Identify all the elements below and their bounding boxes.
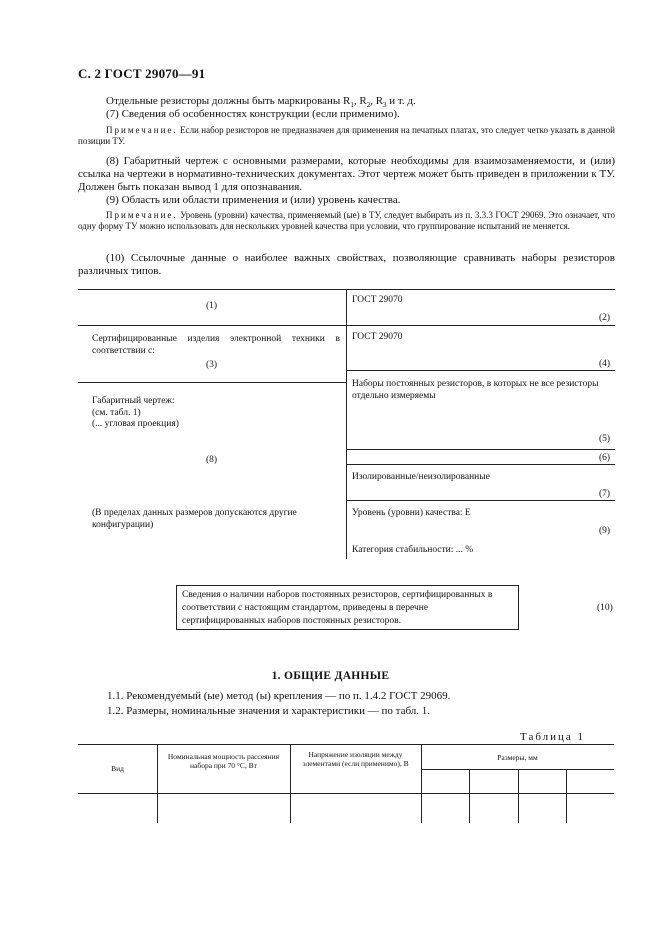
certification-box: Сведения о наличии наборов постоянных резисторов, сертифицированных в соответствии с настоящим стандартом, приведены в перечне сертифицированных наборов постоянных резисторов. (176, 585, 519, 630)
paragraph-9: (9) Область или области применения и (или) уровень качества. (106, 194, 401, 206)
form-field-9-number: (9) (599, 526, 611, 536)
section-title: 1. ОБЩИЕ ДАННЫЕ (271, 670, 390, 682)
form-line-right-c (346, 449, 615, 450)
form-field-8-line2: (см. табл. 1) (92, 408, 141, 418)
form-center-divider (346, 289, 347, 559)
item-1-1: 1.1. Рекомендуемый (ые) метод (ы) крепления — по п. 1.4.2 ГОСТ 29069. (107, 690, 451, 702)
form-field-2-number: (2) (599, 313, 611, 323)
paragraph-8: (8) Габаритный чертеж с основными размерами, которые необходимы для взаимозаменяемости, и (или) ссылка на чертежи в нормативно-технических документах. Этот чертеж может быть приведен в приложении к ТУ. Должен быть показан вывод 1 для опознавания. (78, 155, 615, 193)
form-field-3-text: Сертифицированные изделия электронной техники в соответствии с: (92, 334, 340, 356)
form-field-3-number: (3) (206, 360, 218, 370)
table-col-divider-6 (566, 769, 567, 823)
form-field-1-number: (1) (206, 301, 218, 311)
form-field-2-text: ГОСТ 29070 (352, 295, 403, 305)
certification-box-number: (10) (597, 603, 613, 613)
form-line-right-d (346, 464, 615, 465)
form-line-right-e (346, 500, 615, 501)
table-col-divider-4 (469, 769, 470, 823)
table-header-dimensions: Размеры, мм (497, 753, 538, 762)
note-2: Примечание. Уровень (уровни) качества, применяемый (ые) в ТУ, следует выбирать из п. 3.3.3 ГОСТ 29069. Это означает, что одну форму ТУ можно использовать для нескольких уровней качества при условии, что группирование испытаний не меняется. (78, 210, 615, 231)
table-caption: Таблица 1 (520, 731, 586, 743)
form-field-10-text: Категория стабильности: ... % (352, 545, 474, 555)
paragraph-marking: Отдельные резисторы должны быть маркированы $R_1$, $R_2$, $R_3$ и т. д. (106, 95, 416, 110)
table-header-voltage: Напряжение изоляции между элементами (если применимо), В (302, 750, 409, 768)
form-field-4-number: (4) (599, 359, 611, 369)
table-col-divider-2 (290, 744, 291, 823)
item-1-2: 1.2. Размеры, номинальные значения и характеристики — по табл. 1. (107, 705, 431, 717)
paragraph-10: (10) Ссылочные данные о наиболее важных свойствах, позволяющие сравнивать наборы резисторов различных типов. (78, 252, 615, 277)
page-header: С. 2 ГОСТ 29070—91 (78, 66, 206, 81)
form-line-left-b (78, 382, 346, 383)
table-col-divider-5 (518, 769, 519, 823)
form-line-a (78, 325, 615, 326)
note-1: Примечание. Если набор резисторов не предназначен для применения на печатных платах, это следует четко указать в данной позиции ТУ. (78, 125, 615, 146)
form-field-6-number: (6) (599, 453, 611, 463)
form-field-9-text: Уровень (уровни) качества: Е (352, 508, 471, 518)
form-field-8-note: (В пределах данных размеров допускаются другие конфигурации) (92, 508, 297, 530)
table-col-divider-1 (157, 744, 158, 823)
table-top-border (78, 744, 614, 745)
table-header-power: Номинальная мощность рассеяния набора при 70 °С, Вт (167, 752, 280, 770)
form-field-7-text: Изолированные/неизолированные (352, 472, 490, 482)
table-header-type: Вид (111, 764, 124, 773)
form-field-8-title: Габаритный чертеж: (92, 396, 175, 406)
specification-form (78, 289, 615, 559)
table-1 (78, 744, 614, 823)
form-field-4-text: ГОСТ 29070 (352, 332, 403, 342)
form-field-8-number: (8) (206, 455, 218, 465)
form-line-right-b (346, 370, 615, 371)
form-field-5-text: Наборы постоянных резисторов, в которых не все резисторы отдельно измеряемы (352, 379, 599, 401)
paragraph-7: (7) Сведения об особенностях конструкции (если применимо). (106, 108, 400, 120)
form-field-7-number: (7) (599, 489, 611, 499)
form-field-8-line3: (... угловая проекция) (92, 419, 179, 429)
form-field-5-number: (5) (599, 434, 611, 444)
table-header-bottom (78, 793, 614, 794)
